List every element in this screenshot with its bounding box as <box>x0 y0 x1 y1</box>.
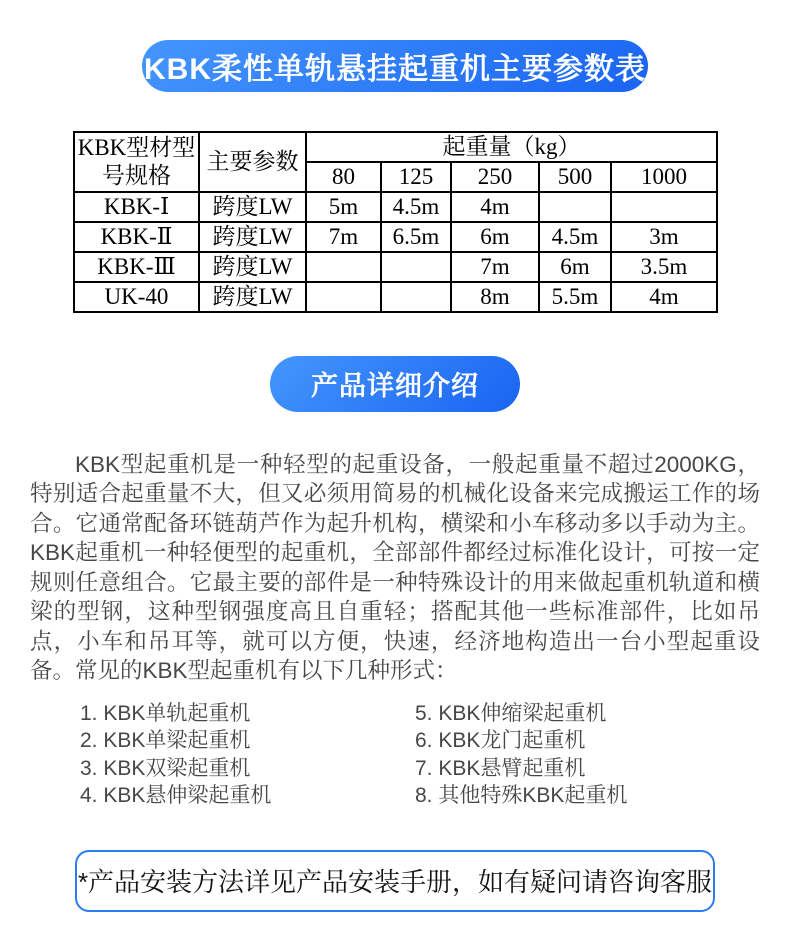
table-row <box>74 282 717 312</box>
title-banner <box>142 40 648 92</box>
value-cell <box>381 252 451 282</box>
value-cell: 6m <box>539 252 611 282</box>
table-header-param: 主要参数 <box>199 132 306 192</box>
table-header-capacity: 起重量（kg） <box>306 132 717 162</box>
crane-type-list-right <box>415 700 627 810</box>
table-row <box>74 192 717 222</box>
value-cell: 4m <box>451 192 539 222</box>
section-title-text: 产品详细介绍 <box>311 371 479 402</box>
crane-type-list <box>80 700 790 810</box>
list-item: 8. 其他特殊KBK起重机 <box>415 784 628 808</box>
crane-type-list-left <box>80 700 415 810</box>
model-cell: KBK-Ⅱ <box>74 222 199 252</box>
installation-note-text: *产品安装方法详见产品安装手册，如有疑问请咨询客服 <box>77 867 713 898</box>
value-cell: 7m <box>451 252 539 282</box>
value-cell: 5.5m <box>539 282 611 312</box>
product-detail-page <box>0 40 790 912</box>
value-cell: 6.5m <box>381 222 451 252</box>
value-cell <box>381 282 451 312</box>
param-cell: 跨度LW <box>199 192 306 222</box>
capacity-col-500: 500 <box>539 162 611 192</box>
param-cell: 跨度LW <box>199 222 306 252</box>
model-cell: KBK-Ⅲ <box>74 252 199 282</box>
value-cell: 3.5m <box>611 252 717 282</box>
list-item: 5. KBK伸缩梁起重机 <box>415 701 607 725</box>
value-cell <box>611 192 717 222</box>
value-cell: 4.5m <box>539 222 611 252</box>
capacity-col-250: 250 <box>451 162 539 192</box>
model-cell: KBK-Ⅰ <box>74 192 199 222</box>
list-item: 3. KBK双梁起重机 <box>80 756 251 780</box>
value-cell: 4m <box>611 282 717 312</box>
value-cell: 5m <box>306 192 381 222</box>
capacity-col-1000: 1000 <box>611 162 717 192</box>
parameters-table <box>73 131 718 313</box>
list-item: 7. KBK悬臂起重机 <box>415 756 586 780</box>
section-title-pill <box>270 356 520 412</box>
value-cell <box>306 282 381 312</box>
value-cell: 8m <box>451 282 539 312</box>
param-cell: 跨度LW <box>199 252 306 282</box>
capacity-col-125: 125 <box>381 162 451 192</box>
list-item: 4. KBK悬伸梁起重机 <box>80 784 272 808</box>
model-cell: UK-40 <box>74 282 199 312</box>
intro-paragraph: KBK型起重机是一种轻型的起重设备，一般起重量不超过2000KG，特别适合起重量不大，但又必须用简易的机械化设备来完成搬运工作的场合。它通常配备环链葫芦作为起升机构，横梁和小车移动多以手动为主。KBK起重机一种轻便型的起重机，全部部件都经过标准化设计，可按一定规则任意组合。它最主要的部件是一种特殊设计的用来做起重机轨道和横梁的型钢，这种型钢强度高且自重轻；搭配其他一些标准部件，比如吊点，小车和吊耳等，就可以方便，快速，经济地构造出一台小型起重设备。常见的KBK型起重机有以下几种形式： <box>30 451 760 684</box>
value-cell: 4.5m <box>381 192 451 222</box>
value-cell: 3m <box>611 222 717 252</box>
value-cell: 6m <box>451 222 539 252</box>
table-row <box>74 222 717 252</box>
param-cell: 跨度LW <box>199 282 306 312</box>
capacity-col-80: 80 <box>306 162 381 192</box>
list-item: 6. KBK龙门起重机 <box>415 729 586 753</box>
value-cell <box>306 252 381 282</box>
table-header-model: KBK型材型号规格 <box>74 132 199 192</box>
table-row <box>74 252 717 282</box>
list-item: 2. KBK单梁起重机 <box>80 729 251 753</box>
value-cell: 7m <box>306 222 381 252</box>
list-item: 1. KBK单轨起重机 <box>80 701 251 725</box>
table-header-row-1 <box>74 132 717 162</box>
installation-note-box <box>75 850 715 912</box>
value-cell <box>539 192 611 222</box>
title-banner-text: KBK柔性单轨悬挂起重机主要参数表 <box>144 53 646 86</box>
